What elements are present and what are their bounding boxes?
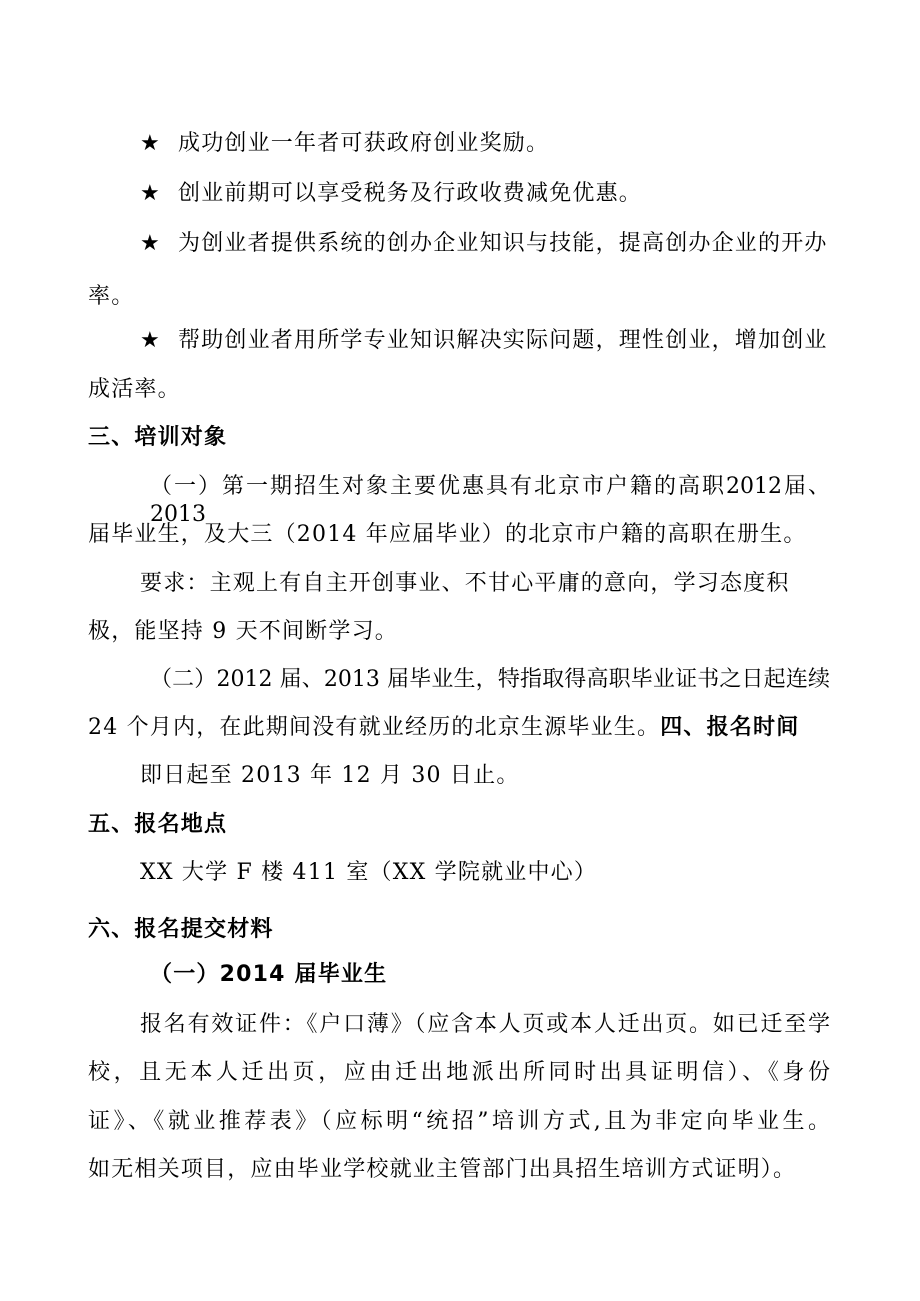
bullet-item-2 bbox=[140, 180, 642, 208]
bullet-text: 帮助创业者用所学专业知识解决实际问题，理性创业，增加创业 bbox=[178, 328, 828, 353]
paragraph-line: （一）第一期招生对象主要优惠具有北京市户籍的高职2012届、2013 bbox=[150, 474, 830, 527]
paragraph-line: 如无相关项目，应由毕业学校就业主管部门出具招生培训方式证明）。 bbox=[88, 1157, 797, 1182]
section-heading-5: 五、报名地点 bbox=[88, 812, 228, 837]
paragraph-text: 24 个月内，在此期间没有就业经历的北京生源毕业生。 bbox=[88, 715, 661, 740]
bullet-text-continuation: 率。 bbox=[88, 284, 135, 309]
bullet-item-4 bbox=[140, 327, 828, 355]
requirement-line: 极，能坚持 9 天不间断学习。 bbox=[88, 619, 398, 644]
paragraph-line: 证》、《就业推荐表》（应标明“统招”培训方式,且为非定向毕业生。 bbox=[88, 1109, 830, 1134]
bullet-text: 成功创业一年者可获政府创业奖励。 bbox=[178, 131, 550, 156]
bullet-text: 为创业者提供系统的创办企业知识与技能，提高创办企业的开办 bbox=[178, 231, 828, 256]
star-icon: ★ bbox=[140, 131, 161, 156]
bullet-text: 创业前期可以享受税务及行政收费减免优惠。 bbox=[178, 181, 643, 206]
bullet-item-3 bbox=[140, 230, 828, 258]
star-icon: ★ bbox=[140, 328, 161, 353]
bullet-text-continuation: 成活率。 bbox=[88, 377, 181, 402]
star-icon: ★ bbox=[140, 231, 161, 256]
star-icon: ★ bbox=[140, 181, 161, 206]
requirement-line: 要求：主观上有自主开创事业、不甘心平庸的意向，学习态度积 bbox=[140, 571, 790, 596]
registration-location: XX 大学 F 楼 411 室（XX 学院就业中心） bbox=[140, 860, 598, 885]
section-heading-6: 六、报名提交材料 bbox=[88, 917, 274, 942]
sub-heading: （一）2014 届毕业生 bbox=[150, 962, 388, 987]
bullet-item-1 bbox=[140, 130, 549, 158]
paragraph-line: （二）2012 届、2013 届毕业生，特指取得高职毕业证书之日起连续 bbox=[150, 667, 830, 692]
registration-time: 即日起至 2013 年 12 月 30 日止。 bbox=[140, 763, 520, 788]
paragraph-line bbox=[88, 714, 799, 742]
section-heading-3: 三、培训对象 bbox=[88, 425, 228, 450]
paragraph-line: 届毕业生，及大三（2014 年应届毕业）的北京市户籍的高职在册生。 bbox=[88, 522, 807, 547]
paragraph-line: 报名有效证件：《户口薄》（应含本人页或本人迁出页。如已迁至学 bbox=[140, 1012, 830, 1037]
paragraph-line: 校，且无本人迁出页，应由迁出地派出所同时出具证明信）、《身份 bbox=[88, 1060, 830, 1085]
section-heading-4: 四、报名时间 bbox=[660, 715, 800, 740]
